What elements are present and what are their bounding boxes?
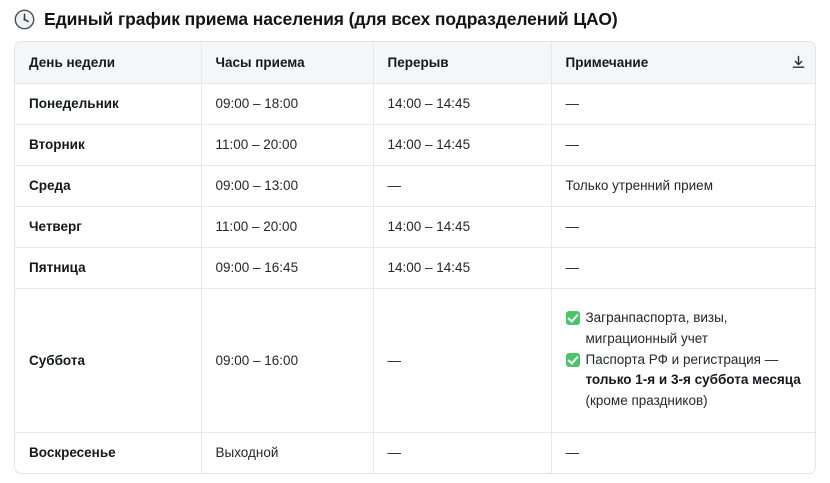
cell-note: — (551, 247, 816, 288)
cell-break: — (373, 165, 551, 206)
table-row (15, 165, 816, 206)
cell-day: Четверг (15, 206, 201, 247)
table-header (15, 42, 816, 83)
cell-hours: 09:00 – 16:00 (201, 288, 373, 432)
cell-day: Пятница (15, 247, 201, 288)
schedule-table (15, 42, 816, 473)
column-header-hours: Часы приема (201, 42, 373, 83)
note-item-text-tail: (кроме праздников) (585, 393, 708, 409)
cell-note: Только утренний прием (551, 165, 816, 206)
cell-note: — (565, 445, 579, 461)
cell-day: Среда (15, 165, 201, 206)
check-icon (566, 353, 580, 367)
cell-hours: 09:00 – 18:00 (201, 83, 373, 124)
cell-note: — (551, 124, 816, 165)
column-header-note (551, 42, 816, 83)
cell-hours: 09:00 – 16:45 (201, 247, 373, 288)
note-item-text: Загранпаспорта, визы, миграционный учет (585, 309, 728, 346)
table-row (15, 432, 816, 473)
download-icon[interactable] (788, 52, 808, 72)
check-icon (566, 311, 580, 325)
table-row (15, 124, 816, 165)
cell-break: 14:00 – 14:45 (373, 83, 551, 124)
table-row (15, 83, 816, 124)
column-header-day: День недели (15, 42, 201, 83)
note-item-text (586, 350, 801, 413)
note-item-text-lead: Паспорта РФ и регистрация — (585, 351, 779, 367)
cell-break: 14:00 – 14:45 (373, 247, 551, 288)
note-item-text-bold: только 1-я и 3-я суббота месяца (585, 372, 801, 388)
cell-day: Понедельник (15, 83, 201, 124)
page-header (0, 0, 830, 32)
cell-hours: 11:00 – 20:00 (201, 206, 373, 247)
cell-note-saturday (551, 288, 816, 432)
cell-note: — (551, 83, 816, 124)
cell-hours: 11:00 – 20:00 (201, 124, 373, 165)
cell-day: Воскресенье (15, 432, 201, 473)
cell-hours: 09:00 – 13:00 (201, 165, 373, 206)
table-body (15, 83, 816, 473)
note-item (566, 350, 804, 413)
page-title: Единый график приема населения (для всех подразделений ЦАО) (44, 9, 618, 29)
clock-icon (14, 9, 35, 30)
schedule-table-container (14, 41, 816, 474)
cell-break: 14:00 – 14:45 (373, 124, 551, 165)
table-header-row (15, 42, 816, 83)
cell-note: — (551, 206, 816, 247)
table-row (15, 206, 816, 247)
cell-break: — (373, 288, 551, 432)
cell-break: — (373, 432, 551, 473)
cell-day: Вторник (15, 124, 201, 165)
note-item (566, 308, 804, 350)
column-header-break: Перерыв (373, 42, 551, 83)
table-row (15, 288, 816, 432)
cell-hours: Выходной (201, 432, 373, 473)
column-header-note-label: Примечание (565, 54, 649, 70)
table-row (15, 247, 816, 288)
cell-day: Суббота (15, 288, 201, 432)
cell-break: 14:00 – 14:45 (373, 206, 551, 247)
